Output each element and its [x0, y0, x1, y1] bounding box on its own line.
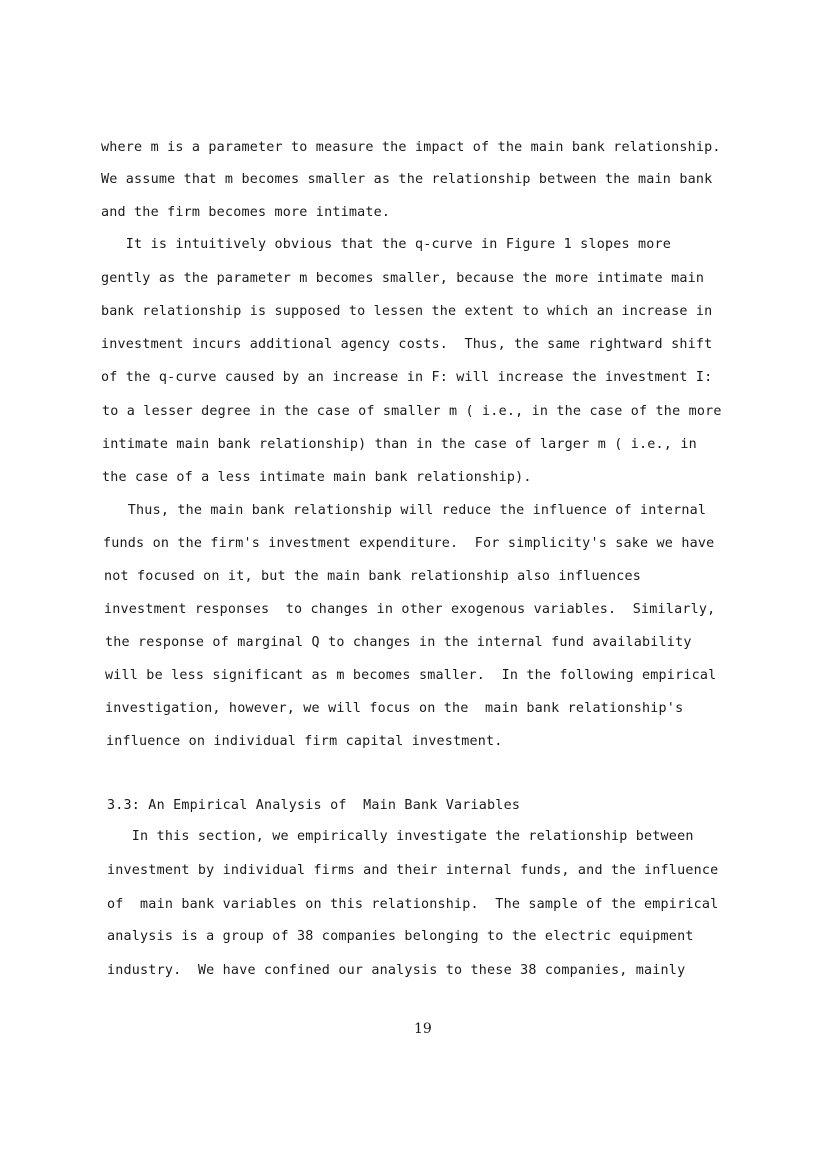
- text-line: the response of marginal Q to changes in the internal fund availability: [105, 635, 692, 650]
- text-line: It is intuitively obvious that the q-curve in Figure 1 slopes more: [101, 237, 672, 252]
- text-line: investigation, however, we will focus on the main bank relationship's: [105, 701, 684, 716]
- text-line: of the q-curve caused by an increase in F: will increase the investment I:: [101, 370, 713, 385]
- text-line: influence on individual firm capital investment.: [106, 734, 503, 749]
- section-heading: 3.3: An Empirical Analysis of Main Bank Variables: [107, 798, 521, 813]
- text-line: and the firm becomes more intimate.: [101, 205, 391, 220]
- text-line: to a lesser degree in the case of smaller m ( i.e., in the case of the more: [102, 404, 722, 419]
- page-number: 19: [414, 1021, 432, 1037]
- text-line: Thus, the main bank relationship will reduce the influence of internal: [103, 503, 707, 518]
- text-line: investment responses to changes in other exogenous variables. Similarly,: [104, 602, 716, 617]
- text-line: not focused on it, but the main bank relationship also influences: [104, 569, 642, 584]
- text-line: In this section, we empirically investigate the relationship between: [107, 829, 694, 844]
- text-line: funds on the firm's investment expenditure. For simplicity's sake we have: [103, 536, 715, 551]
- text-line: analysis is a group of 38 companies belonging to the electric equipment: [107, 929, 694, 944]
- text-line: of main bank variables on this relationship. The sample of the empirical: [107, 897, 719, 912]
- text-line: will be less significant as m becomes smaller. In the following empirical: [105, 668, 717, 683]
- text-line: where m is a parameter to measure the impact of the main bank relationship.: [101, 140, 721, 155]
- text-line: investment incurs additional agency costs. Thus, the same rightward shift: [101, 337, 713, 352]
- text-line: industry. We have confined our analysis to these 38 companies, mainly: [107, 963, 686, 978]
- text-line: investment by individual firms and their internal funds, and the influence: [107, 863, 719, 878]
- text-line: intimate main bank relationship) than in the case of larger m ( i.e., in: [102, 437, 697, 452]
- text-line: bank relationship is supposed to lessen the extent to which an increase in: [101, 304, 713, 319]
- text-line: gently as the parameter m becomes smaller, because the more intimate main: [101, 271, 705, 286]
- text-line: We assume that m becomes smaller as the relationship between the main bank: [101, 172, 713, 187]
- text-line: the case of a less intimate main bank relationship).: [102, 470, 532, 485]
